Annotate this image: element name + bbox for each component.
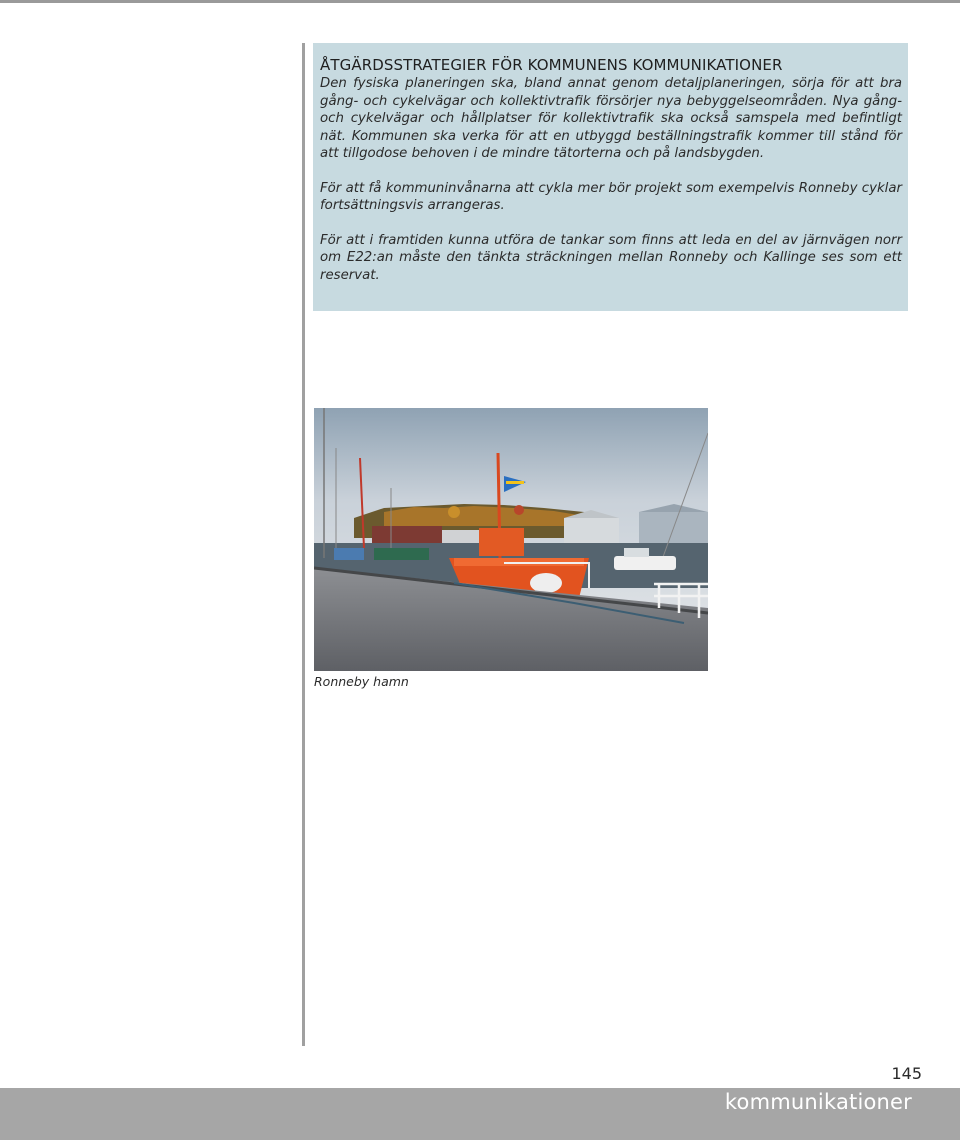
strategy-infobox xyxy=(313,43,908,311)
footer-section-title: kommunikationer xyxy=(724,1090,912,1114)
infobox-paragraph: För att i framtiden kunna utföra de tankar som finns att leda en del av järnvägen norr om E22:an måste den tänkta sträckningen mellan Ronneby och Kallinge ses som ett reservat. xyxy=(320,232,902,283)
footer-band xyxy=(0,1088,960,1140)
top-rule xyxy=(0,0,960,3)
infobox-paragraph: För att få kommuninvånarna att cykla mer bör projekt som exempelvis Ronneby cyklar fortsättningsvis arrangeras. xyxy=(320,180,902,213)
page-number: 145 xyxy=(891,1064,922,1083)
margin-rule xyxy=(302,43,305,1046)
photo-caption: Ronneby hamn xyxy=(314,674,409,689)
harbor-photo xyxy=(314,408,708,671)
infobox-paragraph: Den fysiska planeringen ska, bland annat genom detaljplaneringen, sörja för att bra gång- och cykelvägar och kollektivtrafik försörjer nya bebyggelseområden. Nya gång- och cykelvägar och hållplatser för kollektivtrafik ska också samspela med befintligt nät. Kommunen ska verka för att en utbyggd beställningstrafik kommer till stånd för att tillgodose behoven i de mindre tätorterna och på landsbygden. xyxy=(320,76,902,161)
infobox-title: ÅTGÄRDSSTRATEGIER FÖR KOMMUNENS KOMMUNIKATIONER xyxy=(320,56,783,74)
